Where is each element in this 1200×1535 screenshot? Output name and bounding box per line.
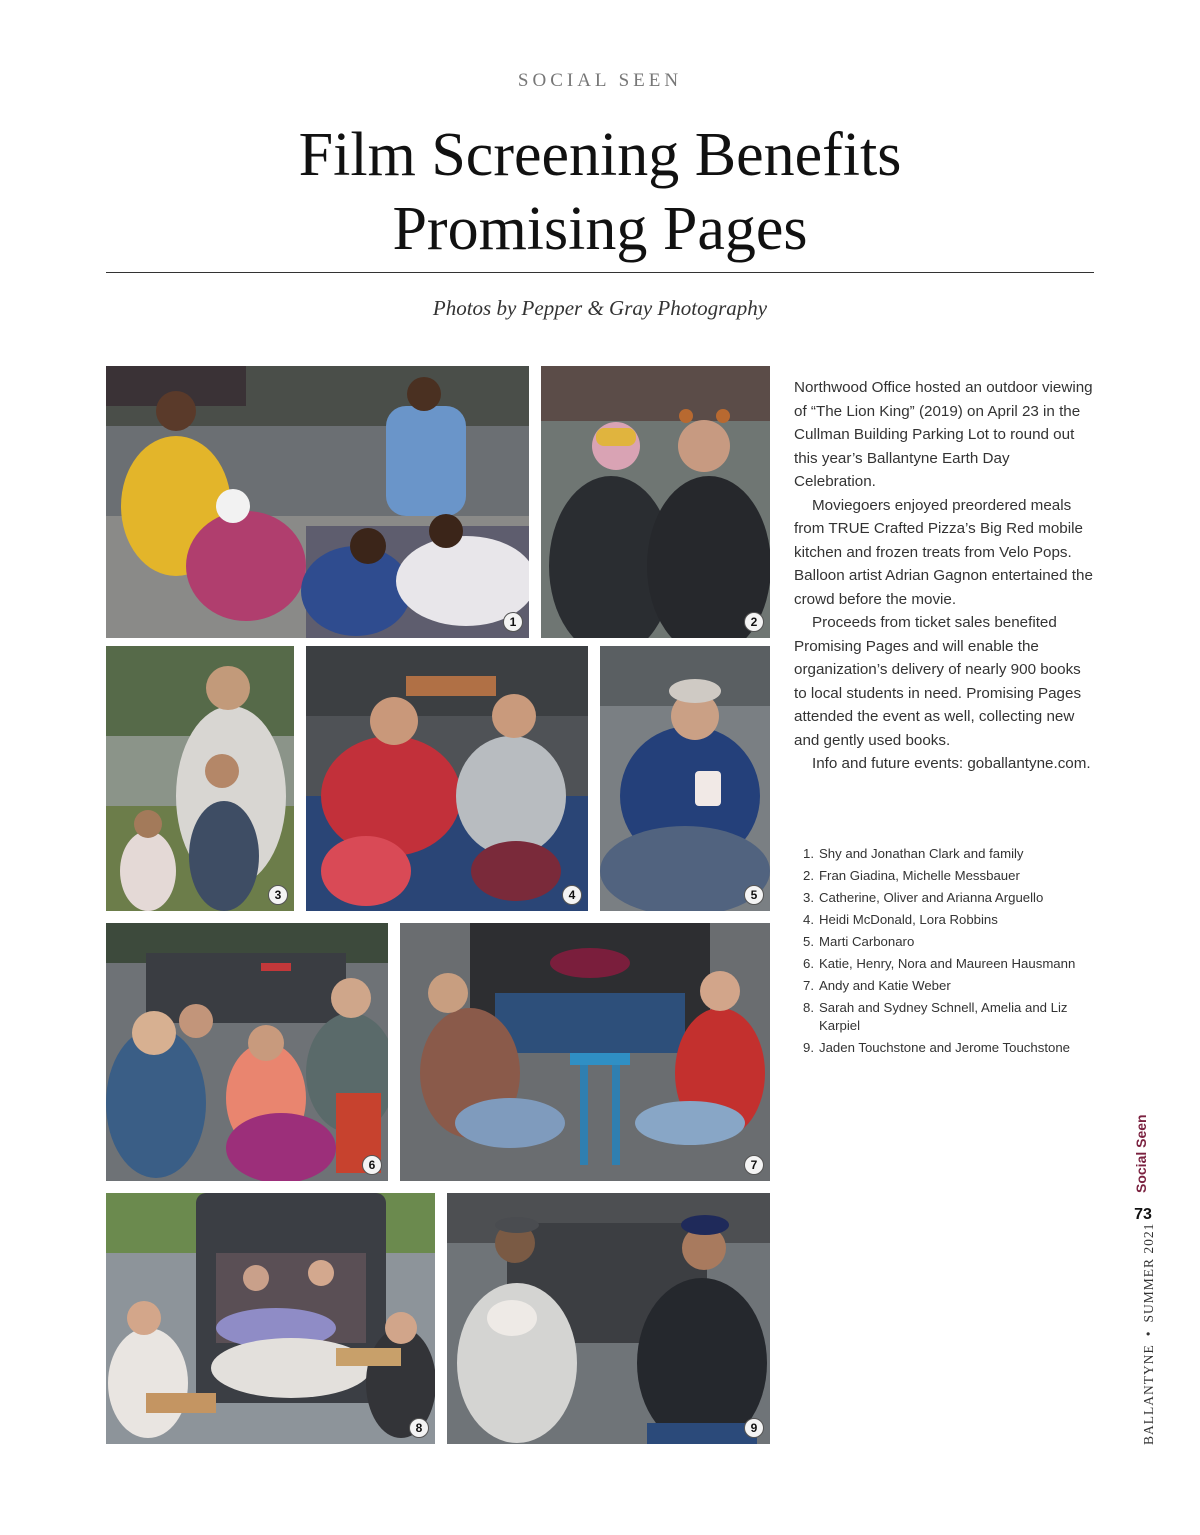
caption-item <box>796 911 1096 929</box>
article-body <box>794 376 1094 776</box>
two-women-photo-icon <box>306 646 588 911</box>
caption-number: 8. <box>803 1000 814 1015</box>
caption-number: 9. <box>803 1040 814 1055</box>
caption-text: Sarah and Sydney Schnell, Amelia and Liz Karpiel <box>819 1000 1068 1033</box>
article-paragraph: Proceeds from ticket sales benefited Promising Pages and will enable the organization’s delivery of nearly 900 books to local students in need. Promising Pages attended the event as well, collecting new and gently used books. <box>794 614 1082 749</box>
caption-number: 5. <box>803 934 814 949</box>
woman-blanket-photo-icon <box>600 646 770 911</box>
magazine-name: BALLANTYNE <box>1141 1344 1156 1445</box>
photo-number-badge: 6 <box>362 1155 382 1175</box>
caption-text: Katie, Henry, Nora and Maureen Hausmann <box>819 956 1076 971</box>
caption-item <box>796 867 1096 885</box>
photo-number-badge: 4 <box>562 885 582 905</box>
caption-text: Andy and Katie Weber <box>819 978 951 993</box>
caption-number: 7. <box>803 978 814 993</box>
photo-2 <box>541 366 770 638</box>
photo-5 <box>600 646 770 911</box>
photo-number-badge: 2 <box>744 612 764 632</box>
photo-captions <box>796 845 1096 1061</box>
caption-number: 4. <box>803 912 814 927</box>
caption-item <box>796 845 1096 863</box>
couple-tailgate-photo-icon <box>400 923 770 1181</box>
caption-number: 3. <box>803 890 814 905</box>
photo-3 <box>106 646 294 911</box>
caption-text: Fran Giadina, Michelle Messbauer <box>819 868 1020 883</box>
photo-9 <box>447 1193 770 1444</box>
photo-number-badge: 5 <box>744 885 764 905</box>
article-paragraph: Info and future events: goballantyne.com. <box>812 755 1091 772</box>
running-section-label: Social Seen <box>1133 1114 1149 1193</box>
caption-text: Catherine, Oliver and Arianna Arguello <box>819 890 1044 905</box>
caption-item <box>796 955 1096 973</box>
title-rule <box>106 272 1094 273</box>
footer-separator: • <box>1141 1330 1156 1337</box>
title-line-2: Promising Pages <box>392 195 808 263</box>
article-paragraph: Moviegoers enjoyed preordered meals from TRUE Crafted Pizza’s Big Red mobile kitchen and frozen treats from Velo Pops. Balloon artist Adrian Gagnon entertained the crowd before the movie. <box>794 496 1093 608</box>
family-tailgate-photo-icon <box>106 1193 435 1444</box>
caption-item <box>796 933 1096 951</box>
photo-7 <box>400 923 770 1181</box>
caption-text: Marti Carbonaro <box>819 934 915 949</box>
caption-item <box>796 889 1096 907</box>
issue-label: SUMMER 2021 <box>1141 1222 1156 1323</box>
photo-number-badge: 3 <box>268 885 288 905</box>
photo-number-badge: 8 <box>409 1418 429 1438</box>
photo-number-badge: 9 <box>744 1418 764 1438</box>
caption-number: 6. <box>803 956 814 971</box>
caption-number: 1. <box>803 846 814 861</box>
article-paragraph: Northwood Office hosted an outdoor viewing of “The Lion King” (2019) on April 23 in the Cullman Building Parking Lot to round out this year’s Ballantyne Earth Day Celebration. <box>794 379 1093 490</box>
family-group-photo-icon <box>106 366 529 638</box>
caption-text: Jaden Touchstone and Jerome Touchstone <box>819 1040 1070 1055</box>
caption-text: Heidi McDonald, Lora Robbins <box>819 912 998 927</box>
photo-number-badge: 1 <box>503 612 523 632</box>
caption-text: Shy and Jonathan Clark and family <box>819 846 1024 861</box>
mother-children-photo-icon <box>106 646 294 911</box>
page-number: 73 <box>1134 1206 1152 1223</box>
page-title <box>0 118 1200 266</box>
running-footer <box>1141 1223 1157 1445</box>
caption-number: 2. <box>803 868 814 883</box>
two-men-photo-icon <box>447 1193 770 1444</box>
photo-6 <box>106 923 388 1181</box>
section-label: SOCIAL SEEN <box>517 70 683 91</box>
caption-item <box>796 1039 1096 1057</box>
caption-item <box>796 977 1096 995</box>
family-group-photo-icon <box>106 923 388 1181</box>
two-women-photo-icon <box>541 366 770 638</box>
photo-8 <box>106 1193 435 1444</box>
caption-item <box>796 999 1096 1035</box>
photo-1 <box>106 366 529 638</box>
title-line-1: Film Screening Benefits <box>298 121 902 189</box>
photo-credit: Photos by Pepper & Gray Photography <box>432 296 768 320</box>
photo-4 <box>306 646 588 911</box>
photo-number-badge: 7 <box>744 1155 764 1175</box>
